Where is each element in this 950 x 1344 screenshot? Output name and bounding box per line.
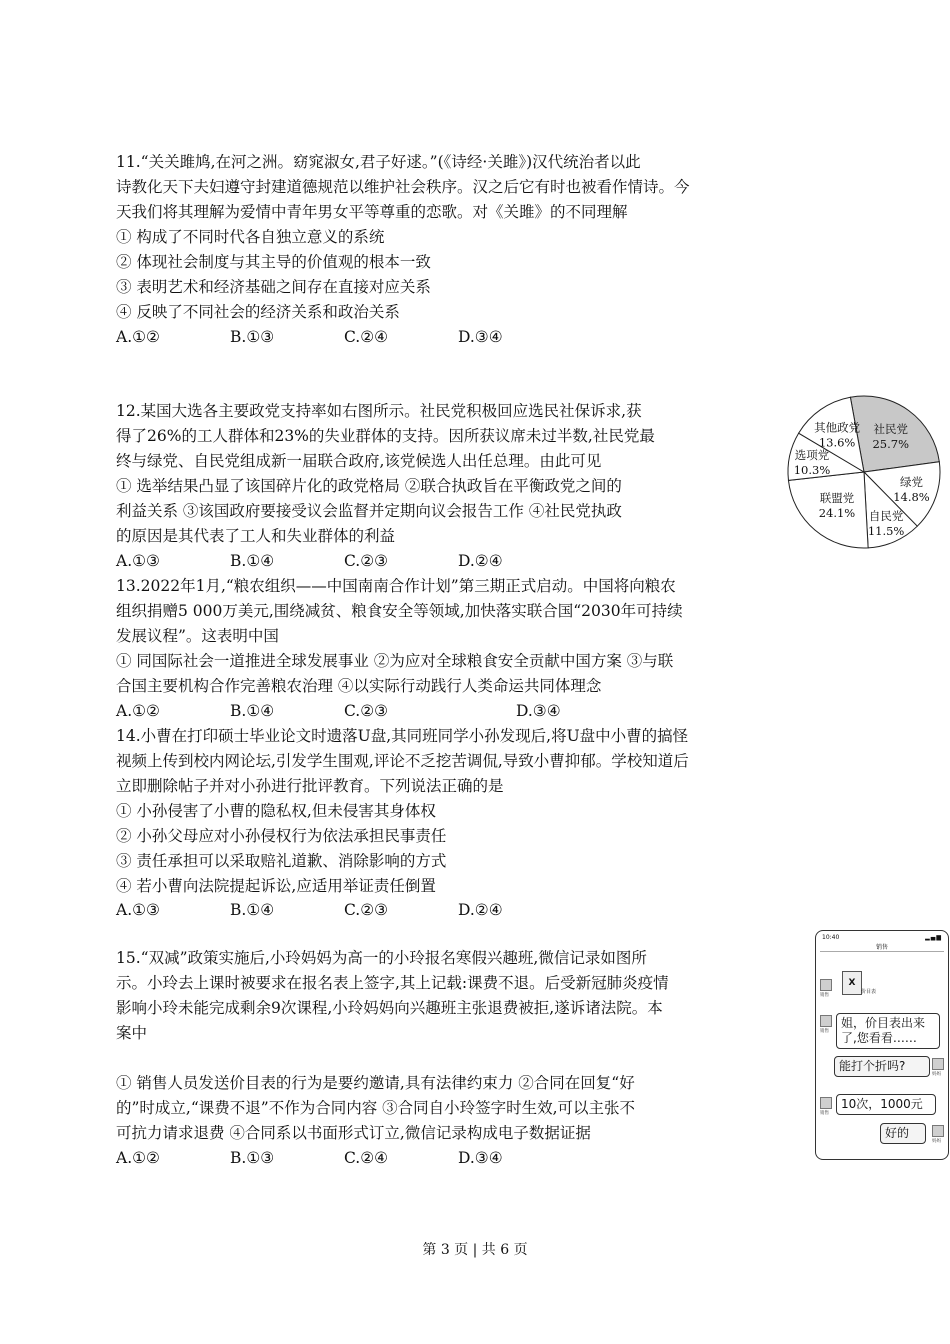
q12-line: ① 选举结果凸显了该国碎片化的政党格局 ②联合执政旨在平衡政党之间的 (116, 477, 622, 495)
q13-line: 组织捐赠5 000万美元,围绕减贫、粮食安全等领域,加快落实联合国“2030年可持续 (116, 602, 683, 620)
q15-line: ① 销售人员发送价目表的行为是要约邀请,具有法律约束力 ②合同在回复“好 (116, 1074, 635, 1092)
q11-options (116, 326, 503, 348)
q12-line: 终与绿党、自民党组成新一届联合政府,该党候选人出任总理。由此可见 (116, 452, 602, 470)
option-b: B.①④ (230, 702, 275, 720)
pie-slice-name: 选项党 (794, 447, 830, 462)
phone-divider (820, 951, 944, 952)
q11-line: 诗教化天下夫妇遵守封建道德规范以维护社会秩序。汉之后它有时也被看作情诗。今 (116, 178, 690, 196)
option-b: B.①③ (230, 1149, 275, 1167)
option-d: D.③④ (516, 702, 561, 720)
option-c: C.②③ (344, 702, 389, 720)
q12-options (116, 550, 503, 572)
wechat-record-phone (815, 930, 949, 1160)
sales-avatar-label: 销售 (820, 1029, 829, 1034)
q14-line: ③ 责任承担可以采取赔礼道歉、消除影响的方式 (116, 852, 447, 870)
q11-line: ① 构成了不同时代各自独立意义的系统 (116, 228, 385, 246)
page-footer: 第 3 页 | 共 6 页 (422, 1242, 528, 1258)
q11-line: ④ 反映了不同社会的经济关系和政治关系 (116, 303, 400, 321)
q13-line: 合国主要机构合作完善粮农治理 ④以实际行动践行人类命运共同体理念 (116, 677, 602, 695)
pie-slice-name: 自民党 (868, 509, 904, 524)
q11-line: ② 体现社会制度与其主导的价值观的根本一致 (116, 253, 431, 271)
option-a: A.①② (116, 702, 160, 720)
msg-line: 姐，价目表出来 (841, 1016, 926, 1030)
q13-line: ① 同国际社会一道推进全球发展事业 ②为应对全球粮食安全贡献中国方案 ③与联 (116, 652, 674, 670)
q13-line: 发展议程”。这表明中国 (116, 627, 279, 645)
pie-slice-value: 10.3% (793, 462, 831, 477)
option-d: D.③④ (458, 1149, 503, 1167)
mom-avatar-label: 妈妈 (932, 1072, 941, 1077)
q15-line: 可抗力请求退费 ④合同系以书面形式订立,微信记录构成电子数据证据 (116, 1124, 591, 1142)
q11-line: ③ 表明艺术和经济基础之间存在直接对应关系 (116, 278, 431, 296)
option-c: C.②④ (344, 328, 389, 346)
q11-line: 天我们将其理解为爱情中青年男女平等尊重的恋歌。对《关雎》的不同理解 (116, 203, 628, 221)
q14-line: ② 小孙父母应对小孙侵权行为依法承担民事责任 (116, 827, 447, 845)
pie-slice-value: 13.6% (818, 435, 856, 450)
pie-slice-name: 联盟党 (819, 490, 855, 505)
option-b: B.①③ (230, 328, 275, 346)
msg-line: 了,您看看…… (841, 1031, 917, 1045)
mom-avatar-label: 妈妈 (932, 1139, 941, 1144)
chat-bubble-mom: 能打个折吗? (834, 1056, 930, 1077)
q15-line: 示。小玲去上课时被要求在报名表上签字,其上记载:课费不退。后受新冠肺炎疫情 (116, 974, 669, 992)
chat-bubble-sales: 10次，1000元 (836, 1094, 936, 1115)
file-label: 价目表 (861, 989, 877, 995)
option-c: C.②③ (344, 552, 389, 570)
party-support-pie-chart (778, 392, 950, 552)
chat-bubble-sales (836, 1013, 940, 1049)
pie-slice-name: 社民党 (873, 422, 909, 437)
q12-line: 的原因是其代表了工人和失业群体的利益 (116, 527, 396, 545)
phone-time: 10:40 (822, 934, 840, 941)
q12-line: 利益关系 ③该国政府要接受议会监督并定期向议会报告工作 ④社民党执政 (116, 502, 622, 520)
pie-slice-name: 其他政党 (814, 420, 861, 435)
q15-line: 15.“双减”政策实施后,小玲妈妈为高一的小玲报名寒假兴趣班,微信记录如图所 (116, 949, 647, 967)
pie-slice-value: 25.7% (872, 437, 910, 452)
q14-line: ① 小孙侵害了小曹的隐私权,但未侵害其身体权 (116, 802, 436, 820)
sales-avatar-icon (820, 1097, 832, 1109)
pie-slice-value: 14.8% (893, 490, 930, 505)
sales-avatar-icon (820, 1015, 832, 1027)
q15-line: 影响小玲未能完成剩余9次课程,小玲妈妈向兴趣班主张退费被拒,遂诉诸法院。本 (116, 999, 663, 1017)
q11-line: 11.“关关雎鸠,在河之洲。窈窕淑女,君子好逑。”(《诗经·关雎》)汉代统治者以此 (116, 153, 641, 171)
signal-icon: ▂▄▆ (925, 934, 942, 941)
option-a: A.①③ (116, 901, 160, 919)
chat-bubble-mom: 好的 (880, 1123, 926, 1144)
excel-file-icon: X (842, 971, 862, 995)
q14-line: 14.小曹在打印硕士毕业论文时遗落U盘,其同班同学小孙发现后,将U盘中小曹的搞怪 (116, 727, 689, 745)
option-b: B.①④ (230, 901, 275, 919)
q12-line: 得了26%的工人群体和23%的失业群体的支持。因所获议席未过半数,社民党最 (116, 427, 655, 445)
q14-options (116, 899, 503, 921)
q15-line: 案中 (116, 1024, 148, 1042)
q15-options (116, 1147, 503, 1169)
q15-line: 的”时成立,“课费不退”不作为合同内容 ③合同自小玲签字时生效,可以主张不 (116, 1099, 636, 1117)
option-d: D.②④ (458, 901, 503, 919)
q14-line: 立即删除帖子并对小孙进行批评教育。下列说法正确的是 (116, 777, 504, 795)
sales-avatar-label: 销售 (820, 993, 829, 998)
option-a: A.①② (116, 328, 160, 346)
sales-avatar-icon (820, 979, 832, 991)
sales-avatar-label: 销售 (820, 1111, 829, 1116)
pie-slice-name: 绿党 (899, 475, 923, 490)
option-a: A.①③ (116, 552, 160, 570)
option-d: D.②④ (458, 552, 503, 570)
chat-title: 销售 (875, 944, 888, 951)
q14-line: ④ 若小曹向法院提起诉讼,应适用举证责任倒置 (116, 877, 436, 895)
mom-avatar-icon (932, 1125, 944, 1137)
pie-slice-value: 11.5% (867, 524, 905, 539)
q13-options (116, 700, 561, 722)
pie-slice-value: 24.1% (818, 505, 856, 520)
option-c: C.②④ (344, 1149, 389, 1167)
option-a: A.①② (116, 1149, 160, 1167)
mom-avatar-icon (932, 1058, 944, 1070)
q12-line: 12.某国大选各主要政党支持率如右图所示。社民党积极回应选民社保诉求,获 (116, 402, 642, 420)
q13-line: 13.2022年1月,“粮农组织——中国南南合作计划”第三期正式启动。中国将向粮农 (116, 577, 676, 595)
option-d: D.③④ (458, 328, 503, 346)
q14-line: 视频上传到校内网论坛,引发学生围观,评论不乏挖苦调侃,导致小曹抑郁。学校知道后 (116, 752, 689, 770)
option-c: C.②③ (344, 901, 389, 919)
option-b: B.①④ (230, 552, 275, 570)
